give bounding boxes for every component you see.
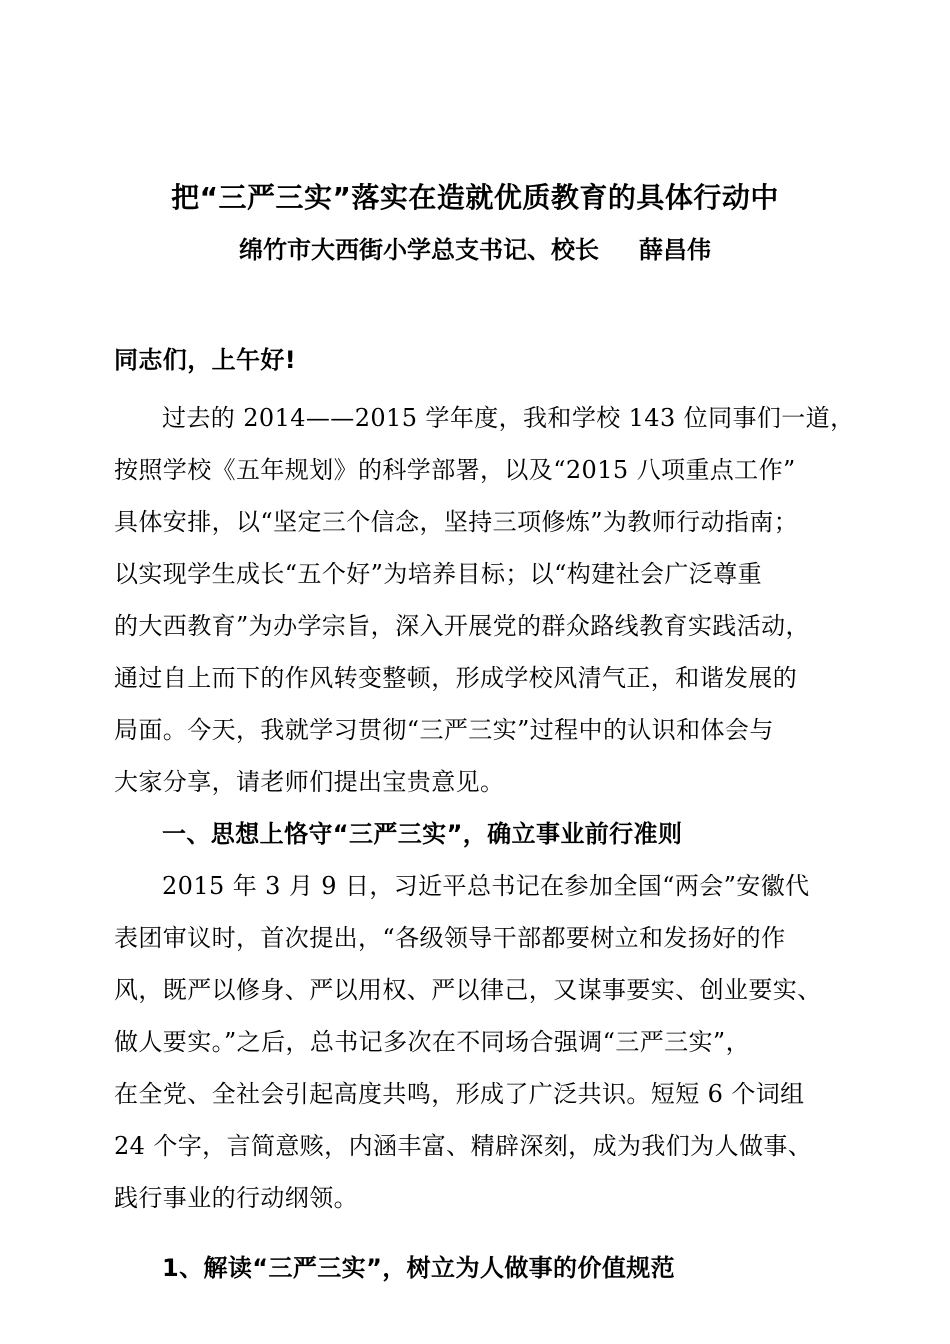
subsection-heading-1: 1、解读“三严三实”，树立为人做事的价值规范 bbox=[162, 1254, 676, 1282]
paragraph-line: 按照学校《五年规划》的科学部署，以及“2015 八项重点工作” bbox=[114, 456, 796, 484]
paragraph-line: 通过自上而下的作风转变整顿，形成学校风清气正，和谐发展的 bbox=[114, 664, 798, 692]
paragraph-line: 大家分享，请老师们提出宝贵意见。 bbox=[114, 768, 505, 796]
paragraph-line: 践行事业的行动纲领。 bbox=[114, 1184, 358, 1212]
paragraph-line: 表团审议时，首次提出，“各级领导干部都要树立和发扬好的作 bbox=[114, 924, 786, 952]
author-name: 薛昌伟 bbox=[639, 236, 711, 264]
document-body bbox=[114, 334, 856, 1294]
section-heading-1: 一、思想上恪守“三严三实”，确立事业前行准则 bbox=[162, 820, 683, 848]
document-author-line bbox=[0, 232, 950, 268]
greeting: 同志们，上午好! bbox=[114, 346, 297, 374]
paragraph-line: 24 个字，言简意赅，内涵丰富、精辟深刻，成为我们为人做事、 bbox=[114, 1132, 813, 1160]
paragraph-line: 过去的 2014——2015 学年度，我和学校 143 位同事们一道， bbox=[162, 404, 855, 432]
paragraph-1 bbox=[114, 392, 856, 808]
paragraph-line: 具体安排，以“坚定三个信念，坚持三项修炼”为教师行动指南； bbox=[114, 508, 799, 536]
paragraph-line: 的大西教育”为办学宗旨，深入开展党的群众路线教育实践活动， bbox=[114, 612, 810, 640]
paragraph-line: 在全党、全社会引起高度共鸣，形成了广泛共识。短短 6 个词组 bbox=[114, 1080, 805, 1108]
document-title: 把“三严三实”落实在造就优质教育的具体行动中 bbox=[171, 181, 779, 214]
paragraph-line: 局面。今天，我就学习贯彻“三严三实”过程中的认识和体会与 bbox=[114, 716, 774, 744]
paragraph-line: 2015 年 3 月 9 日，习近平总书记在参加全国“两会”安徽代 bbox=[162, 872, 810, 900]
paragraph-line: 做人要实。”之后，总书记多次在不同场合强调“三严三实”， bbox=[114, 1028, 751, 1056]
paragraph-line: 以实现学生成长“五个好”为培养目标；以“构建社会广泛尊重 bbox=[114, 560, 763, 588]
paragraph-line: 风，既严以修身、严以用权、严以律己，又谋事要实、创业要实、 bbox=[114, 976, 822, 1004]
paragraph-2 bbox=[114, 860, 856, 1224]
author-organization: 绵竹市大西街小学总支书记、校长 bbox=[239, 236, 599, 264]
